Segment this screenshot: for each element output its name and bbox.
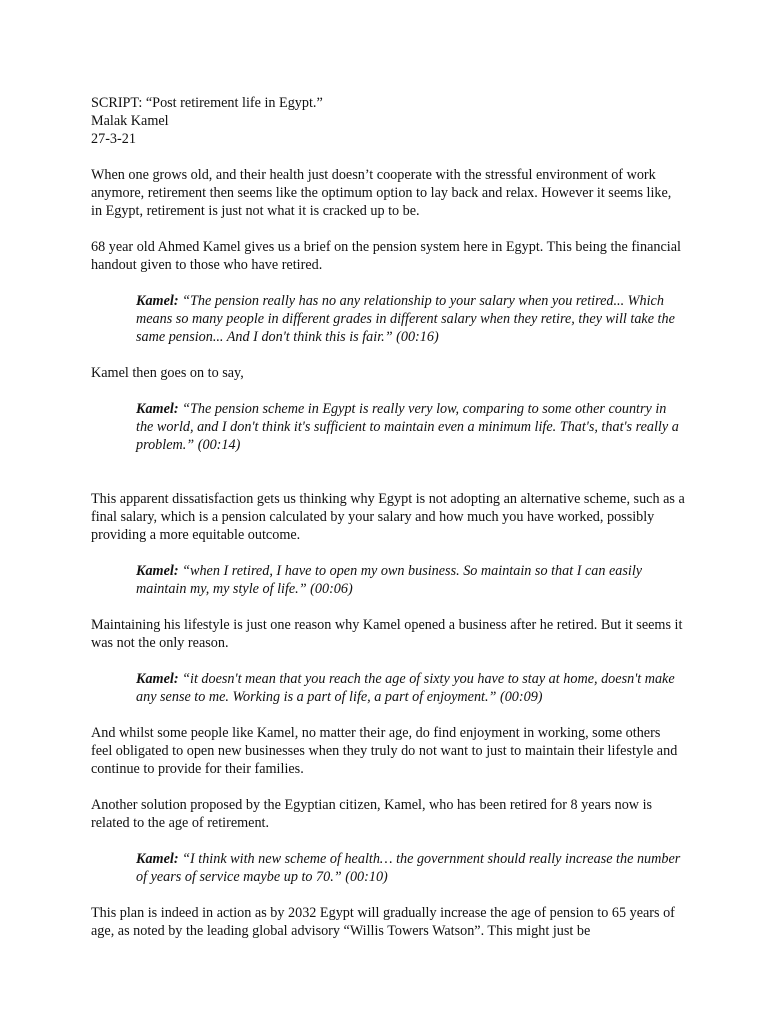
paragraph-intro: When one grows old, and their health just doesn’t cooperate with the stressful environment of work anymore, retirement then seems like the optimum option to lay back and relax. However it seems like, in Egypt, retirement is just not what it is cracked up to be. — [91, 167, 672, 219]
script-title: SCRIPT: “Post retirement life in Egypt.” — [91, 95, 323, 111]
quote-text: “I think with new scheme of health… the government should really increase the number of years of service maybe up to 70.” (00:10) — [136, 851, 681, 885]
quote-speaker: Kamel: — [136, 293, 179, 309]
quote-text: “it doesn't mean that you reach the age of sixty you have to stay at home, doesn't make any sense to me. Working is a part of life, a part of enjoyment.” (00:09) — [136, 671, 675, 705]
document-body — [91, 94, 685, 940]
paragraph-enjoyment: And whilst some people like Kamel, no matter their age, do find enjoyment in working, some others feel obligated to open new businesses when they truly do not want to just to maintain their lifestyle and continue to provide for their families. — [91, 725, 678, 777]
quote-block — [136, 562, 685, 598]
script-header — [91, 94, 685, 148]
author-name: Malak Kamel — [91, 113, 169, 129]
paragraph-solution: Another solution proposed by the Egyptian citizen, Kamel, who has been retired for 8 years now is related to the age of retirement. — [91, 797, 653, 831]
paragraph-pension-age: This plan is indeed in action as by 2032 Egypt will gradually increase the age of pension to 65 years of age, as noted by the leading global advisory “Willis Towers Watson”. This might just be — [91, 905, 675, 939]
quote-block — [136, 850, 685, 886]
quote-speaker: Kamel: — [136, 563, 179, 579]
quote-speaker: Kamel: — [136, 851, 179, 867]
quote-block — [136, 670, 685, 706]
quote-block — [136, 292, 685, 346]
paragraph-transition: Kamel then goes on to say, — [91, 365, 244, 381]
paragraph-pension-brief: 68 year old Ahmed Kamel gives us a brief on the pension system here in Egypt. This being the financial handout given to those who have retired. — [91, 239, 681, 273]
quote-speaker: Kamel: — [136, 671, 179, 687]
quote-block — [136, 400, 685, 454]
paragraph-dissatisfaction: This apparent dissatisfaction gets us thinking why Egypt is not adopting an alternative scheme, such as a final salary, which is a pension calculated by your salary and how much you have worked, possibly providing a more equitable outcome. — [91, 491, 685, 543]
paragraph-lifestyle: Maintaining his lifestyle is just one reason why Kamel opened a business after he retired. But it seems it was not the only reason. — [91, 617, 683, 651]
quote-text: “The pension really has no any relationship to your salary when you retired... Which means so many people in different grades in different salary when they retire, they will take the same pension... And I don't think this is fair.” (00:16) — [136, 293, 675, 345]
quote-text: “when I retired, I have to open my own business. So maintain so that I can easily maintain my, my style of life.” (00:06) — [136, 563, 643, 597]
quote-speaker: Kamel: — [136, 401, 179, 417]
script-date: 27-3-21 — [91, 131, 136, 147]
quote-text: “The pension scheme in Egypt is really very low, comparing to some other country in the world, and I don't think it's sufficient to maintain even a minimum life. That's, that's really a problem.” (00:14) — [136, 401, 679, 453]
